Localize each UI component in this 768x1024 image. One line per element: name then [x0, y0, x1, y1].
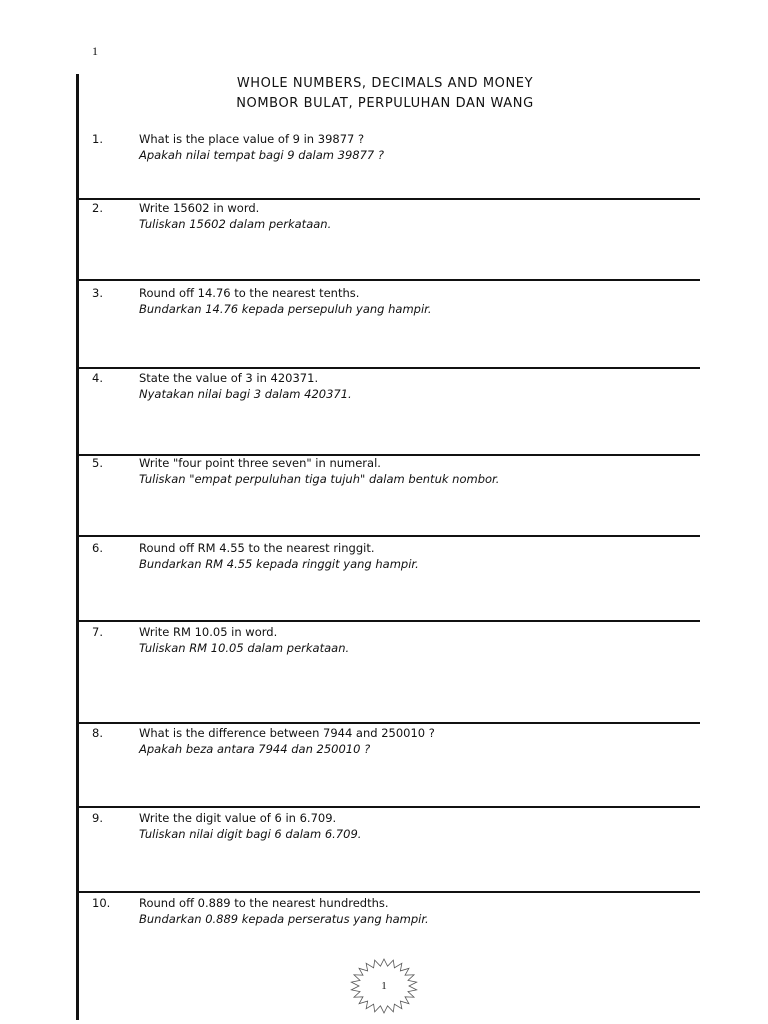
page-number-bottom: 1: [381, 980, 387, 992]
starburst-seal-icon: [350, 958, 418, 1014]
question-english: Write "four point three seven" in numeral.: [139, 456, 381, 470]
question-number: 1.: [92, 132, 103, 146]
question-malay: Tuliskan 15602 dalam perkataan.: [139, 217, 332, 231]
question-malay: Tuliskan nilai digit bagi 6 dalam 6.709.: [139, 827, 362, 841]
question-number: 3.: [92, 286, 103, 300]
question-divider: [79, 535, 700, 537]
question-malay: Tuliskan RM 10.05 dalam perkataan.: [139, 641, 350, 655]
question-english: Round off 14.76 to the nearest tenths.: [139, 286, 360, 300]
question-divider: [79, 620, 700, 622]
title-english: WHOLE NUMBERS, DECIMALS AND MONEY: [236, 76, 534, 91]
question-divider: [79, 722, 700, 724]
question-malay: Tuliskan "empat perpuluhan tiga tujuh" dalam bentuk nombor.: [139, 472, 500, 486]
question-number: 5.: [92, 456, 103, 470]
question-divider: [79, 806, 700, 808]
question-number: 2.: [92, 201, 103, 215]
question-english: Write RM 10.05 in word.: [139, 625, 278, 639]
question-malay: Apakah beza antara 7944 dan 250010 ?: [139, 742, 371, 756]
question-english: State the value of 3 in 420371.: [139, 371, 319, 385]
page-number-top: 1: [92, 44, 98, 58]
question-number: 9.: [92, 811, 103, 825]
question-malay: Bundarkan 0.889 kepada perseratus yang hampir.: [139, 912, 429, 926]
question-english: Round off 0.889 to the nearest hundredths.: [139, 896, 389, 910]
question-number: 10.: [92, 896, 111, 910]
page-title: [120, 74, 650, 114]
question-english: Write the digit value of 6 in 6.709.: [139, 811, 337, 825]
question-number: 7.: [92, 625, 103, 639]
question-divider: [79, 367, 700, 369]
question-divider: [79, 279, 700, 281]
question-malay: Bundarkan RM 4.55 kepada ringgit yang hampir.: [139, 557, 419, 571]
question-number: 8.: [92, 726, 103, 740]
question-english: What is the place value of 9 in 39877 ?: [139, 132, 365, 146]
question-number: 4.: [92, 371, 103, 385]
margin-line: [76, 74, 79, 1020]
question-english: What is the difference between 7944 and 250010 ?: [139, 726, 435, 740]
question-english: Round off RM 4.55 to the nearest ringgit.: [139, 541, 375, 555]
question-english: Write 15602 in word.: [139, 201, 260, 215]
question-divider: [79, 891, 700, 893]
title-malay: NOMBOR BULAT, PERPULUHAN DAN WANG: [236, 96, 534, 111]
question-malay: Bundarkan 14.76 kepada persepuluh yang hampir.: [139, 302, 432, 316]
question-malay: Apakah nilai tempat bagi 9 dalam 39877 ?: [139, 148, 384, 162]
question-malay: Nyatakan nilai bagi 3 dalam 420371.: [139, 387, 352, 401]
question-number: 6.: [92, 541, 103, 555]
